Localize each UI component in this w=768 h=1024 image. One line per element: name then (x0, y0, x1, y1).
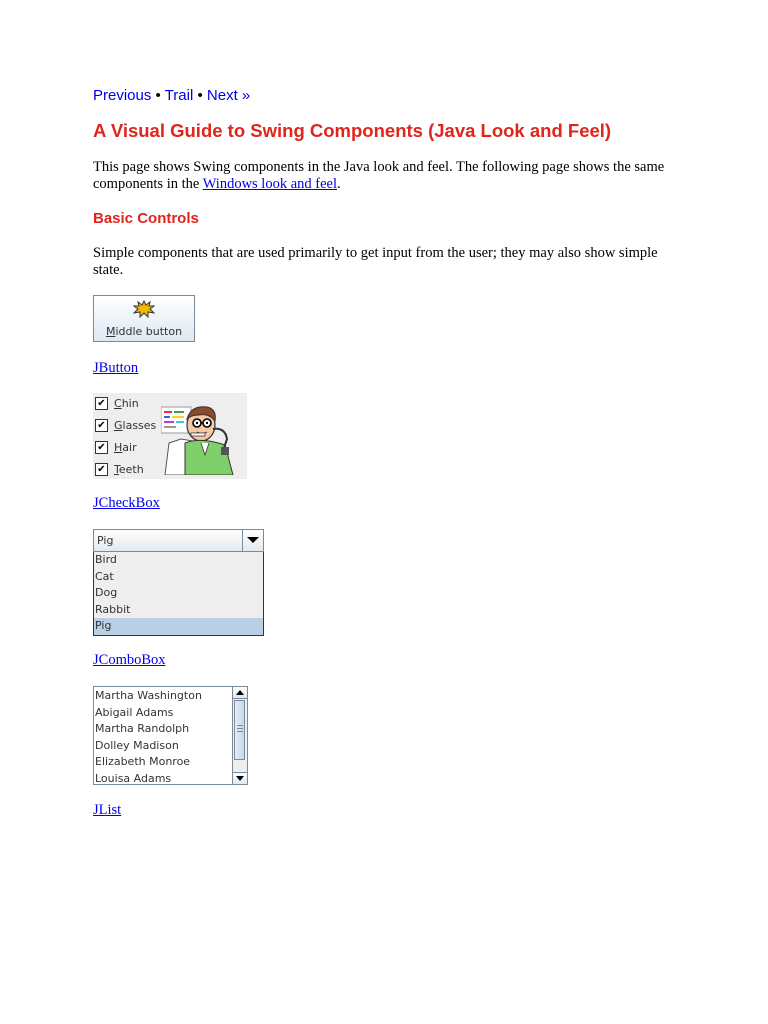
combobox-field[interactable] (93, 529, 264, 552)
intro-paragraph (93, 159, 683, 193)
combobox-option[interactable]: Cat (95, 569, 114, 583)
list-item[interactable]: Martha Washington (95, 689, 202, 702)
list-item[interactable]: Martha Randolph (95, 722, 190, 736)
first-ladies-list[interactable] (93, 686, 248, 785)
jcheckbox-link[interactable]: JCheckBox (93, 495, 160, 511)
scroll-up-button[interactable] (233, 687, 247, 699)
mnemonic: C (114, 396, 122, 410)
combobox-dropdown-list (93, 552, 264, 636)
section-heading: Basic Controls (93, 210, 199, 227)
middle-button[interactable] (93, 295, 195, 342)
vertical-scrollbar[interactable] (232, 687, 247, 784)
combobox-option[interactable]: Bird (95, 553, 117, 566)
list-items (95, 688, 232, 783)
intro-text: This page shows Swing components in the Java look and feel. The following page shows the same components in the (93, 159, 665, 192)
label-rest: air (122, 440, 137, 454)
trail-link[interactable]: Trail (164, 87, 194, 104)
list-item[interactable]: Elizabeth Monroe (95, 755, 191, 769)
button-mnemonic: M (105, 325, 116, 338)
previous-link[interactable]: Previous (93, 87, 152, 104)
combobox-option-selected[interactable]: Pig (94, 618, 263, 635)
scroll-thumb[interactable] (234, 700, 245, 760)
combobox-arrow-button[interactable] (242, 530, 263, 551)
list-item[interactable]: Louisa Adams (95, 771, 172, 783)
checkmark-icon: ✔ (95, 441, 108, 454)
checkbox-hair[interactable] (95, 439, 137, 455)
checkbox-label (114, 441, 137, 454)
scroll-down-button[interactable] (233, 772, 247, 784)
label-rest: eeth (118, 462, 144, 476)
grip-line (237, 725, 243, 726)
combobox-option[interactable]: Dog (95, 586, 118, 599)
jbutton-link[interactable]: JButton (93, 360, 139, 376)
label-rest: lasses (122, 418, 157, 432)
mnemonic: G (114, 418, 123, 432)
checkbox-glasses[interactable] (95, 417, 156, 433)
checkmark-icon: ✔ (95, 463, 108, 476)
list-item[interactable]: Abigail Adams (95, 705, 174, 719)
mnemonic: T (114, 462, 119, 476)
checkmark-icon: ✔ (95, 419, 108, 432)
label-rest: hin (121, 396, 139, 410)
combobox-selected-value: Pig (97, 534, 114, 547)
animal-combobox[interactable] (93, 529, 264, 636)
nav-separator: • (155, 87, 161, 104)
jcombobox-link[interactable]: JComboBox (93, 652, 166, 668)
next-link[interactable]: Next » (206, 87, 251, 104)
windows-look-and-feel-link[interactable]: Windows look and feel (202, 176, 338, 192)
checkbox-label (114, 397, 139, 410)
checkbox-label (114, 463, 144, 476)
grip-line (237, 731, 243, 732)
jlist-link[interactable]: JList (93, 802, 122, 818)
cartoon-man-illustration (161, 399, 245, 475)
intro-text-end: . (337, 176, 341, 192)
checkmark-icon: ✔ (95, 397, 108, 410)
chevron-up-icon (236, 690, 244, 695)
page-title: A Visual Guide to Swing Components (Java Look and Feel) (93, 120, 612, 141)
chevron-down-icon (247, 537, 259, 543)
grip-line (237, 728, 243, 729)
chevron-down-icon (236, 776, 244, 781)
checkbox-panel (93, 393, 247, 479)
section-description: Simple components that are used primarily to get input from the user; they may also show simple state. (93, 245, 658, 278)
checkbox-label (114, 419, 156, 432)
starburst-icon (133, 300, 155, 318)
nav-separator: • (197, 87, 203, 104)
list-item[interactable]: Dolley Madison (95, 738, 179, 752)
middle-button-label (94, 325, 194, 338)
checkbox-teeth[interactable] (95, 461, 144, 477)
combobox-option[interactable]: Rabbit (95, 602, 131, 616)
checkbox-chin[interactable] (95, 395, 139, 411)
button-label-rest: iddle button (115, 325, 183, 338)
mnemonic: H (114, 440, 123, 454)
breadcrumb-nav (93, 86, 250, 106)
